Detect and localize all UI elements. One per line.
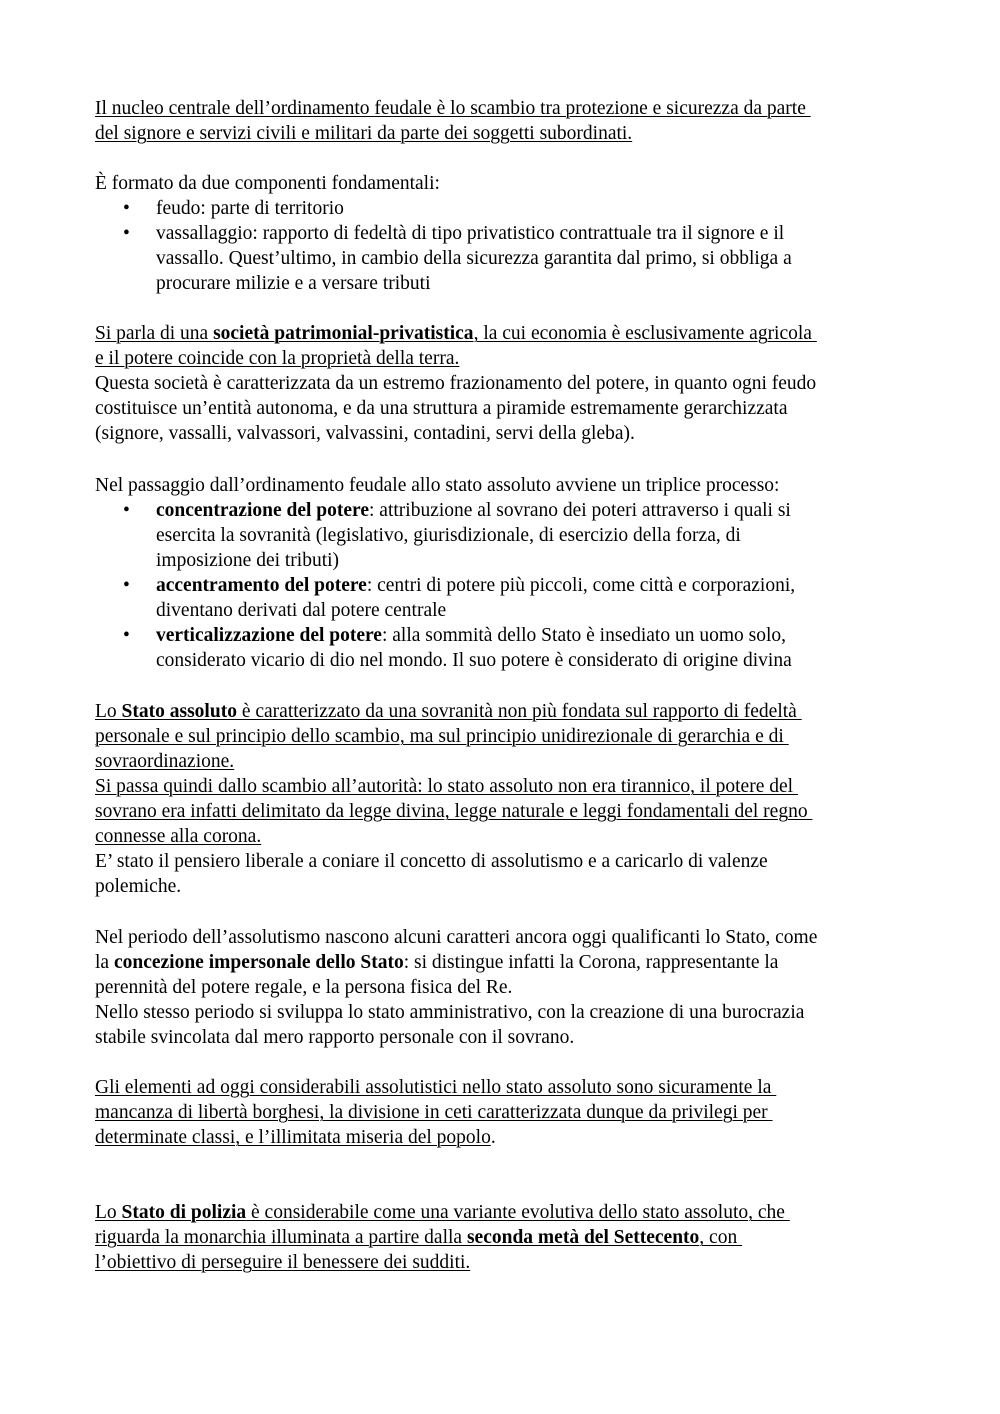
- para5-line2: personale e sul principio dello scambio, ma sul principio unidirezionale di gerarchia e di: [95, 726, 789, 747]
- list-item-verticalizzazione-line1: verticalizzazione del potere: alla sommità dello Stato è insediato un uomo solo,: [156, 625, 787, 646]
- list-item-feudo: feudo: parte di territorio: [156, 198, 344, 219]
- term-accentramento: accentramento del potere: [156, 575, 367, 596]
- bullet: •: [123, 198, 130, 219]
- para6-line3: perennità del potere regale, e la persona fisica del Re.: [95, 977, 513, 998]
- list-item-accentramento-line1: accentramento del potere: centri di potere più piccoli, come città e corporazioni,: [156, 575, 796, 596]
- list-item-concentrazione-line3: imposizione dei tributi): [156, 550, 340, 571]
- para7-line3: determinate classi, e l’illimitata miseria del popolo.: [95, 1127, 496, 1148]
- para8-line1: Lo Stato di polizia è considerabile come una variante evolutiva dello stato assoluto, che: [95, 1202, 790, 1223]
- para3-line1: Si parla di una società patrimonial-privatistica, la cui economia è esclusivamente agricola: [95, 323, 817, 344]
- para5-line7: E’ stato il pensiero liberale a coniare il concetto di assolutismo e a caricarlo di valenze: [95, 851, 768, 872]
- para8-line3: l’obiettivo di perseguire il benessere dei sudditi.: [95, 1252, 471, 1273]
- para6-line1: Nel periodo dell’assolutismo nascono alcuni caratteri ancora oggi qualificanti lo Stato, come: [95, 927, 818, 948]
- term-stato-di-polizia: Stato di polizia: [121, 1202, 247, 1223]
- term-concezione-impersonale: concezione impersonale dello Stato: [113, 952, 404, 973]
- term-societa-patrimonial: società patrimonial-privatistica: [213, 323, 474, 344]
- para5-line3: sovraordinazione.: [95, 751, 235, 772]
- para6-line5: stabile svincolata dal mero rapporto personale con il sovrano.: [95, 1027, 575, 1048]
- list-item-vassallaggio-line2: vassallo. Quest’ultimo, in cambio della sicurezza garantita dal primo, si obbliga a: [156, 248, 792, 269]
- para4-intro: Nel passaggio dall’ordinamento feudale allo stato assoluto avviene un triplice processo:: [95, 475, 780, 496]
- term-seconda-meta-settecento: seconda metà del Settecento: [466, 1227, 700, 1248]
- para1-line1: Il nucleo centrale dell’ordinamento feudale è lo scambio tra protezione e sicurezza da parte: [95, 98, 811, 119]
- para5-line6: connesse alla corona.: [95, 826, 262, 847]
- term-verticalizzazione: verticalizzazione del potere: [156, 625, 382, 646]
- para7-line2: mancanza di libertà borghesi, la divisione in ceti caratterizzata dunque da privilegi per: [95, 1102, 773, 1123]
- para5-line5: sovrano era infatti delimitato da legge divina, legge naturale e leggi fondamentali del regno: [95, 801, 813, 822]
- list-item-verticalizzazione-line2: considerato vicario di dio nel mondo. Il suo potere è considerato di origine divina: [156, 650, 792, 671]
- para5-line4: Si passa quindi dallo scambio all’autorità: lo stato assoluto non era tirannico, il potere del: [95, 776, 798, 797]
- para8-line2: riguarda la monarchia illuminata a partire dalla seconda metà del Settecento, con: [95, 1227, 743, 1248]
- list-item-accentramento-line2: diventano derivati dal potere centrale: [156, 600, 447, 621]
- para1-line2: del signore e servizi civili e militari da parte dei soggetti subordinati.: [95, 123, 633, 144]
- list-item-concentrazione-line1: concentrazione del potere: attribuzione al sovrano dei poteri attraverso i quali si: [156, 500, 791, 521]
- list-item-concentrazione-line2: esercita la sovranità (legislativo, giurisdizionale, di esercizio della forza, di: [156, 525, 741, 546]
- bullet: •: [123, 625, 130, 646]
- term-stato-assoluto: Stato assoluto: [121, 701, 237, 722]
- list-item-vassallaggio-line3: procurare milizie e a versare tributi: [156, 273, 431, 294]
- para3-line3: Questa società è caratterizzata da un estremo frazionamento del potere, in quanto ogni feudo: [95, 373, 817, 394]
- bullet: •: [123, 223, 130, 244]
- para3-line2: e il potere coincide con la proprietà della terra.: [95, 348, 460, 369]
- para6-line2: la concezione impersonale dello Stato: si distingue infatti la Corona, rappresentante la: [95, 952, 779, 973]
- para5-line8: polemiche.: [95, 876, 182, 897]
- para7-line1: Gli elementi ad oggi considerabili assolutistici nello stato assoluto sono sicuramente la: [95, 1077, 777, 1098]
- bullet: •: [123, 575, 130, 596]
- para6-line4: Nello stesso periodo si sviluppa lo stato amministrativo, con la creazione di una burocrazia: [95, 1002, 805, 1023]
- para3-line5: (signore, vassalli, valvassori, valvassini, contadini, servi della gleba).: [95, 423, 635, 444]
- bullet: •: [123, 500, 130, 521]
- para5-line1: Lo Stato assoluto è caratterizzato da una sovranità non più fondata sul rapporto di fedeltà: [95, 701, 802, 722]
- para3-line4: costituisce un’entità autonoma, e da una struttura a piramide estremamente gerarchizzata: [95, 398, 788, 419]
- para2-intro: È formato da due componenti fondamentali:: [95, 173, 440, 194]
- list-item-vassallaggio-line1: vassallaggio: rapporto di fedeltà di tipo privatistico contrattuale tra il signore e il: [156, 223, 785, 244]
- term-concentrazione: concentrazione del potere: [156, 500, 369, 521]
